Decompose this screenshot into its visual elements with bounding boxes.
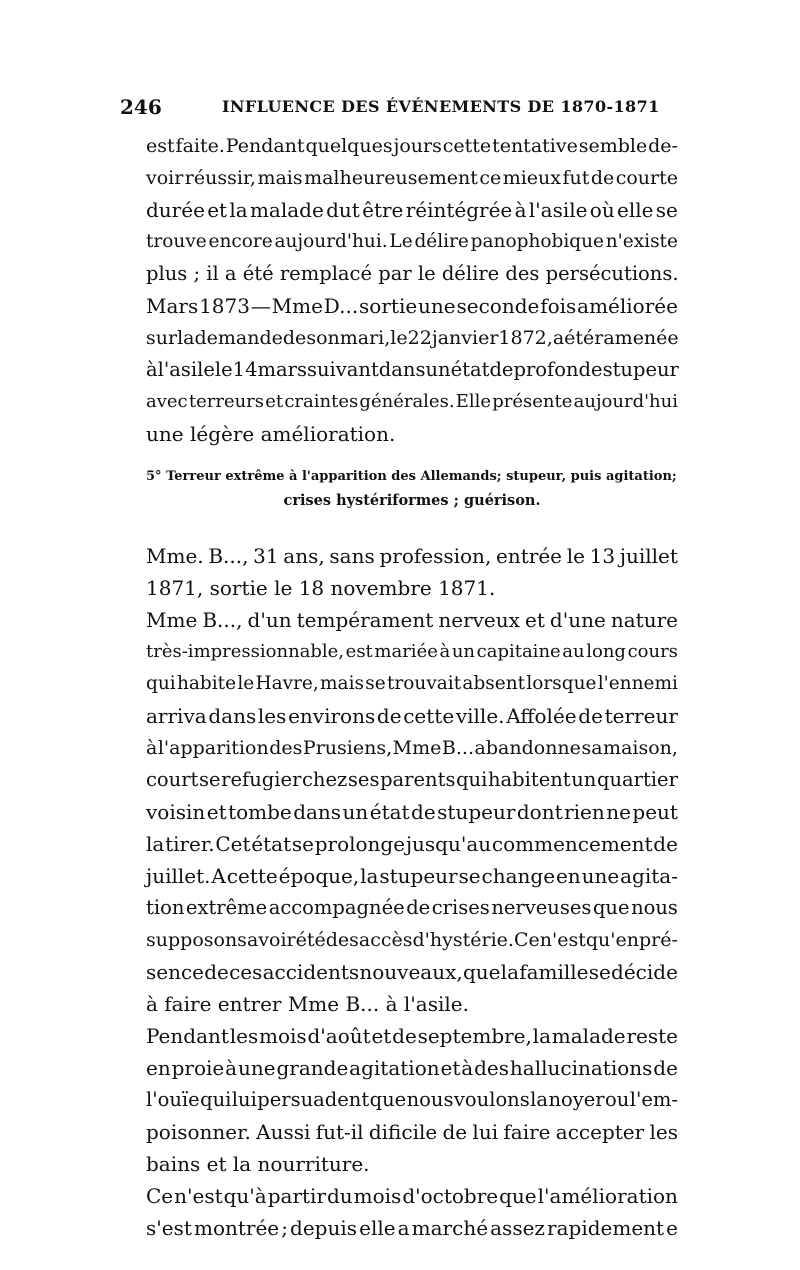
text-line: arriva dans les environs de cette ville. Affolée de terreur [146,704,678,728]
text-line: qui habite le Havre, mais se trouvait absent lorsque l'ennemi [146,673,678,694]
text-line: Ce n'est qu'à partir du mois d'octobre que l'amélioration [146,1184,678,1208]
text-line: voir réussir, mais malheureusement ce mieux fut de courte [146,167,678,189]
text-line: une légère amélioration. [146,422,396,446]
text-line: durée et la malade dut être réintégrée à l'asile où elle se [146,198,678,222]
text-line: 1871, sortie le 18 novembre 1871. [146,576,496,600]
text-line: avec terreurs et craintes générales. Elle présente aujourd'hui [146,391,678,412]
running-title: INFLUENCE DES ÉVÉNEMENTS DE 1870-1871 [222,97,660,116]
text-line: à faire entrer Mme B... à l'asile. [146,992,469,1016]
text-line: bains et la nourriture. [146,1152,370,1176]
text-line: Mme. B..., 31 ans, sans profession, entrée le 13 juillet [146,544,678,568]
section-heading-line: 5° Terreur extrême à l'apparition des Allemands; stupeur, puis agitation; [146,469,677,484]
text-line: à l'apparition des Prusiens, Mme B... abandonne sa maison, [146,737,678,759]
text-line: supposons avoir été des accès d'hystérie. Ce n'est qu'en pré- [146,929,678,951]
text-line: Pendant les mois d'août et de septembre, la malade reste [146,1024,678,1048]
text-line: très-impressionnable, est mariée à un capitaine au long cours [146,641,678,662]
text-line: voisin et tombe dans un état de stupeur dont rien ne peut [146,800,678,824]
text-line: sence de ces accidents nouveaux, que la famille se décide [146,960,678,984]
text-line: tion extrême accompagnée de crises nerveuses que nous [146,896,678,919]
text-line: l'ouïe qui lui persuadent que nous voulons la noyer ou l'em- [146,1088,678,1111]
text-line: Mme B..., d'un tempérament nerveux et d'une nature [146,608,678,632]
text-line: en proie à une grande agitation et à des hallucinations de [146,1056,678,1080]
text-line: plus ; il a été remplacé par le délire des persécutions. [146,262,679,285]
text-line: est faite. Pendant quelques jours cette tentative semble de- [146,135,678,157]
section-heading-line: crises hystériformes ; guérison. [283,492,541,509]
running-header [120,95,680,123]
text-line: s'est montrée ; depuis elle a marché assez rapidement e [146,1216,678,1240]
text-line: juillet. A cette époque, la stupeur se change en une agita- [146,864,678,888]
text-line: la tirer. Cet état se prolonge jusqu'au commencement de [146,832,678,856]
text-line: à l'asile le 14 mars suivant dans un état de profonde stupeur [146,358,679,381]
text-line: Mars 1873 — Mme D... sortie une seconde fois améliorée [146,294,678,318]
text-line: court se refugier chez ses parents qui habitent un quartier [146,768,678,791]
page-number: 246 [120,95,162,119]
text-line: poisonner. Aussi fut-il dificile de lui faire accepter les [146,1120,678,1144]
text-line: sur la demande de son mari, le 22 janvier 1872, a été ramenée [146,327,679,349]
text-line: trouve encore aujourd'hui. Le délire panophobique n'existe [146,231,678,252]
